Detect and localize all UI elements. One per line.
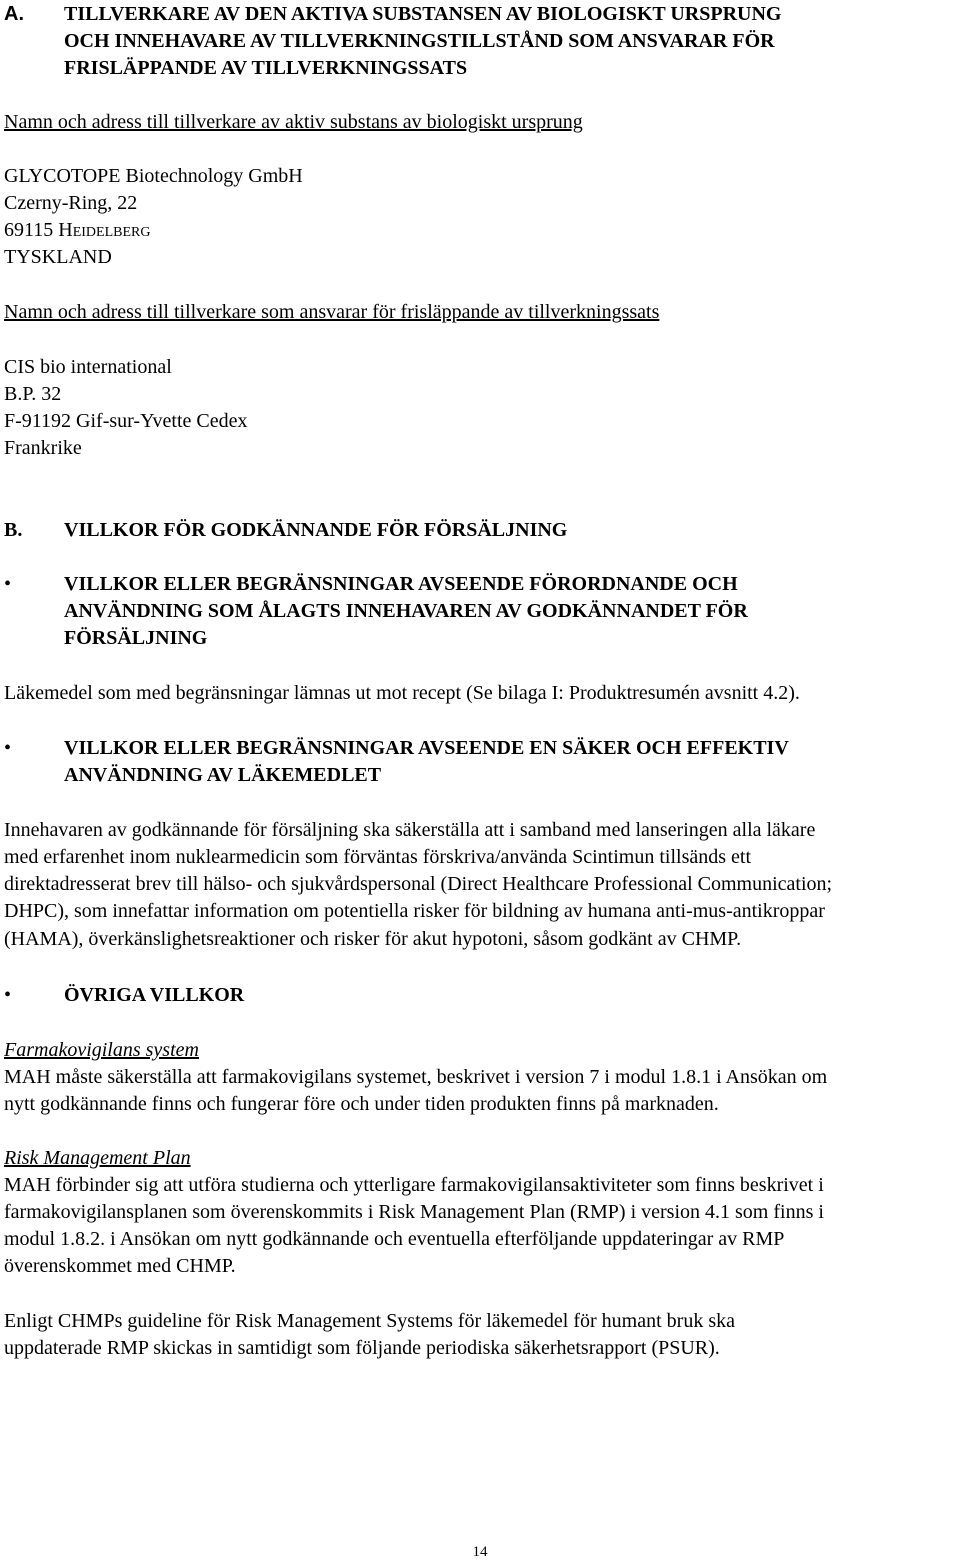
section-a-letter: A. <box>4 3 24 25</box>
rmp-text-line-1: MAH förbinder sig att utföra studierna och ytterligare farmakovigilansaktiviteter som finns beskrivet i <box>4 1174 824 1196</box>
section-a-title-line-2: OCH INNEHAVARE AV TILLVERKNINGSTILLSTÅND SOM ANSVARAR FÖR <box>64 30 775 52</box>
rmp-text-line-4: överenskommet med CHMP. <box>4 1255 236 1277</box>
bullet2-heading-line-1: VILLKOR ELLER BEGRÄNSNINGAR AVSEENDE EN SÄKER OCH EFFEKTIV <box>64 737 789 759</box>
rmp-text-line-3: modul 1.8.2. i Ansökan om nytt godkännande och eventuella efterföljande uppdateringar av RMP <box>4 1228 785 1250</box>
active-city-line <box>4 218 150 242</box>
release-address-line-3: F-91192 Gif-sur-Yvette Cedex <box>4 410 248 432</box>
active-street: Czerny-Ring, 22 <box>4 192 138 214</box>
bullet2-heading-line-2: ANVÄNDNING AV LÄKEMEDLET <box>64 764 382 786</box>
guideline-text-line-2: uppdaterade RMP skickas in samtidigt som följande periodiska säkerhetsrapport (PSUR). <box>4 1337 720 1359</box>
release-address-line-4: Frankrike <box>4 437 82 459</box>
release-address-line-2: B.P. 32 <box>4 383 62 405</box>
rmp-text-line-2: farmakovigilansplanen som överenskommits i Risk Management Plan (RMP) i version 4.1 som finns i <box>4 1201 824 1223</box>
active-postcode: 69115 <box>4 219 59 241</box>
active-country: TYSKLAND <box>4 246 112 268</box>
pharmacovigilance-heading: Farmakovigilans system <box>4 1039 199 1061</box>
active-company: GLYCOTOPE Biotechnology GmbH <box>4 165 303 187</box>
bullet2-text-line-4: DHPC), som innefattar information om potentiella risker för bildning av humana anti-mus-antikroppar <box>4 900 825 922</box>
release-address-line-1: CIS bio international <box>4 356 172 378</box>
guideline-text-line-1: Enligt CHMPs guideline för Risk Management Systems för läkemedel för humant bruk ska <box>4 1310 735 1332</box>
bullet2-text-line-3: direktadresserat brev till hälso- och sjukvårdspersonal (Direct Healthcare Professional Communication; <box>4 873 833 895</box>
bullet1-heading-line-3: FÖRSÄLJNING <box>64 627 208 649</box>
bullet2-text-line-2: med erfarenhet inom nuklearmedicin som förväntas förskriva/använda Scintimun tillsänds ett <box>4 846 752 868</box>
bullet1-heading-line-1: VILLKOR ELLER BEGRÄNSNINGAR AVSEENDE FÖRORDNANDE OCH <box>64 573 738 595</box>
section-a-title-line-1: TILLVERKARE AV DEN AKTIVA SUBSTANSEN AV BIOLOGISKT URSPRUNG <box>64 3 782 25</box>
bullet3-heading: ÖVRIGA VILLKOR <box>64 984 245 1006</box>
bullet1-heading-line-2: ANVÄNDNING SOM ÅLAGTS INNEHAVAREN AV GODKÄNNANDET FÖR <box>64 600 748 622</box>
pharmacovigilance-text-line-1: MAH måste säkerställa att farmakovigilans systemet, beskrivet i version 7 i modul 1.8.1 i Ansökan om <box>4 1066 828 1088</box>
active-substance-manufacturer-heading: Namn och adress till tillverkare av aktiv substans av biologiskt ursprung <box>4 111 583 133</box>
bullet2-text-line-5: (HAMA), överkänslighetsreaktioner och risker för akut hypotoni, såsom godkänt av CHMP. <box>4 928 742 950</box>
active-city: Heidelberg <box>58 219 151 241</box>
section-b-letter: B. <box>4 519 23 541</box>
bullet2-text-line-1: Innehavaren av godkännande för försäljning ska säkerställa att i samband med lanseringen alla läkare <box>4 819 816 841</box>
bullet1-text: Läkemedel som med begränsningar lämnas ut mot recept (Se bilaga I: Produktresumén avsnitt 4.2). <box>4 682 800 704</box>
risk-management-plan-heading: Risk Management Plan <box>4 1147 191 1169</box>
bullet-icon: • <box>4 573 12 595</box>
bullet-icon: • <box>4 984 12 1006</box>
pharmacovigilance-text-line-2: nytt godkännande finns och fungerar före och under tiden produkten finns på marknaden. <box>4 1093 719 1115</box>
batch-release-manufacturer-heading: Namn och adress till tillverkare som ansvarar för frisläppande av tillverkningssats <box>4 301 660 323</box>
section-b-title: VILLKOR FÖR GODKÄNNANDE FÖR FÖRSÄLJNING <box>64 519 568 541</box>
bullet-icon: • <box>4 737 12 759</box>
section-a-title-line-3: FRISLÄPPANDE AV TILLVERKNINGSSATS <box>64 57 468 79</box>
page-number: 14 <box>472 1544 488 1560</box>
